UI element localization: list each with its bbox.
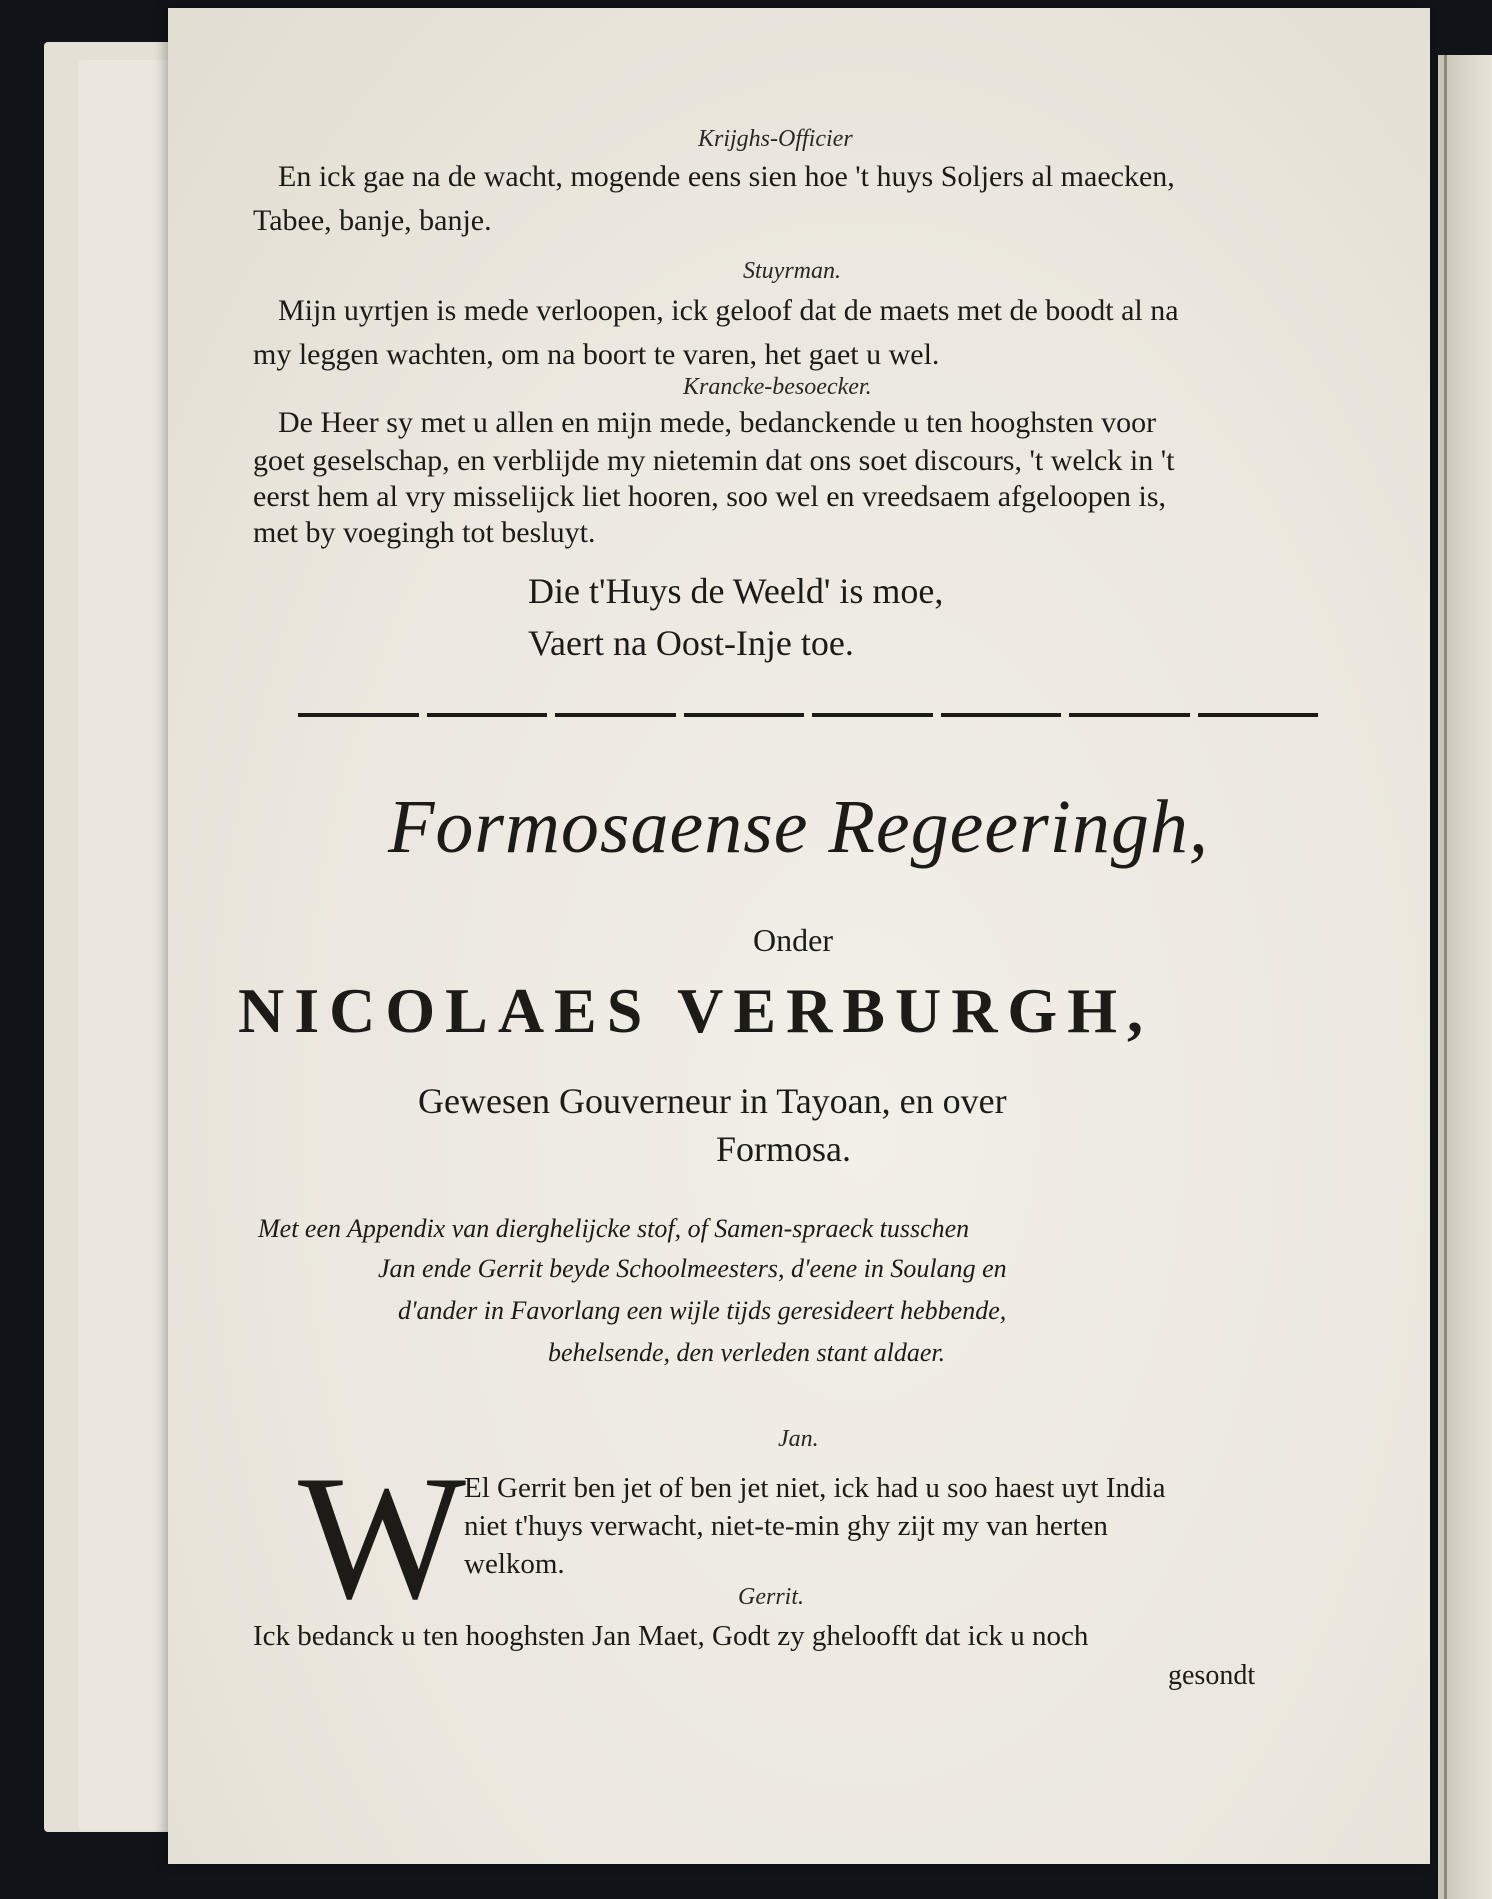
subtitle-line: Gewesen Gouverneur in Tayoan, en over bbox=[418, 1081, 1007, 1121]
appendix-line: d'ander in Favorlang een wijle tijds geresideert hebbende, bbox=[398, 1296, 1007, 1325]
speaker-label-jan: Jan. bbox=[778, 1426, 819, 1452]
dialogue-line: Ick bedanck u ten hooghsten Jan Maet, Godt zy gheloofft dat ick u noch bbox=[253, 1620, 1089, 1652]
dialogue-line: Mijn uyrtjen is mede verloopen, ick geloof dat de maets met de boodt al na bbox=[278, 294, 1179, 327]
dialogue-line: niet t'huys verwacht, niet-te-min ghy zijt my van herten bbox=[464, 1510, 1108, 1542]
dialogue-line: my leggen wachten, om na boort te varen, het gaet u wel. bbox=[253, 338, 940, 371]
section-rule bbox=[298, 713, 1318, 719]
dialogue-line: welkom. bbox=[464, 1548, 565, 1580]
dialogue-line: met by voegingh tot besluyt. bbox=[253, 516, 596, 549]
title-onder: Onder bbox=[753, 922, 833, 958]
drop-cap-letter: W bbox=[298, 1438, 467, 1636]
speaker-label-officier: Krijghs-Officier bbox=[698, 126, 853, 152]
appendix-line: Jan ende Gerrit beyde Schoolmeesters, d'eene in Soulang en bbox=[378, 1254, 1007, 1283]
dialogue-line: eerst hem al vry misselijck liet hooren, soo wel en vreedsaem afgeloopen is, bbox=[253, 480, 1167, 513]
dialogue-line: De Heer sy met u allen en mijn mede, bedanckende u ten hooghsten voor bbox=[278, 406, 1157, 439]
speaker-label-besoecker: Krancke-besoecker. bbox=[683, 374, 872, 400]
appendix-line: behelsende, den verleden stant aldaer. bbox=[548, 1338, 946, 1367]
speaker-label-gerrit: Gerrit. bbox=[738, 1584, 804, 1610]
page-title: Formosaense Regeeringh, bbox=[388, 785, 1209, 869]
facing-page-edge bbox=[1438, 55, 1492, 1899]
appendix-line: Met een Appendix van dierghelijcke stof, of Samen-spraeck tusschen bbox=[258, 1214, 970, 1243]
dialogue-line: Tabee, banje, banje. bbox=[253, 204, 492, 237]
dialogue-line: En ick gae na de wacht, mogende eens sien hoe 't huys Soljers al maecken, bbox=[278, 160, 1175, 193]
catchword: gesondt bbox=[1168, 1660, 1256, 1691]
title-name: NICOLAES VERBURGH, bbox=[238, 975, 1153, 1046]
dialogue-line: El Gerrit ben jet of ben jet niet, ick had u soo haest uyt India bbox=[464, 1472, 1166, 1504]
dialogue-line: goet geselschap, en verblijde my nietemin dat ons soet discours, 't welck in 't bbox=[253, 444, 1175, 477]
couplet-line: Vaert na Oost-Inje toe. bbox=[528, 623, 854, 663]
speaker-label-stuyrman: Stuyrman. bbox=[743, 258, 841, 284]
couplet-line: Die t'Huys de Weeld' is moe, bbox=[528, 571, 944, 611]
book-page bbox=[168, 8, 1430, 1864]
subtitle-line: Formosa. bbox=[716, 1129, 851, 1169]
